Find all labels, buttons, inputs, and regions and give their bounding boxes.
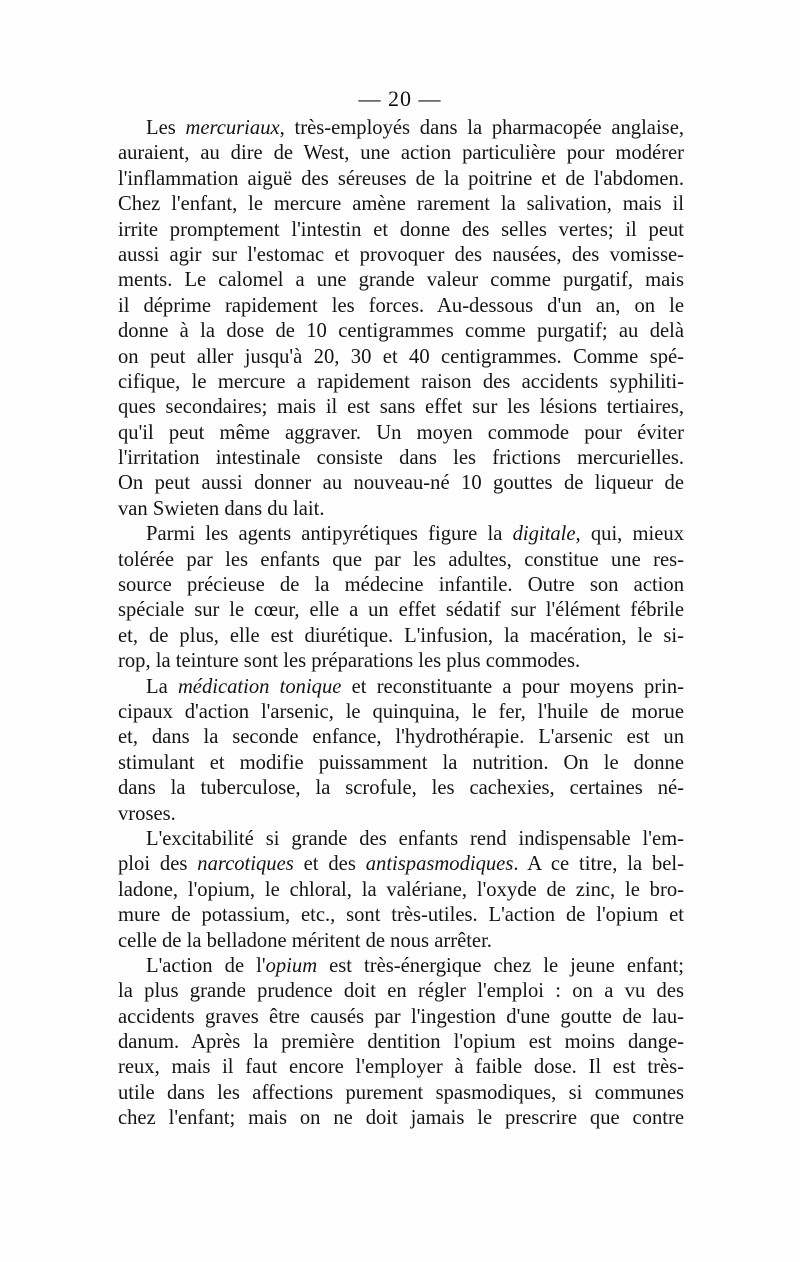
text-segment: et, de plus, elle est diurétique. L'infusion, la macération, le si- bbox=[118, 624, 684, 647]
text-line bbox=[118, 548, 684, 573]
text-line bbox=[118, 268, 684, 293]
text-segment: et des bbox=[293, 853, 366, 876]
text-segment: L'excitabilité si grande des enfants rend indispensable l'em- bbox=[146, 827, 684, 850]
text-line bbox=[118, 979, 684, 1004]
text-segment: reux, mais il faut encore l'employer à faible dose. Il est très- bbox=[118, 1056, 684, 1079]
text-line bbox=[118, 903, 684, 928]
text-segment: , très-employés dans la pharmacopée anglaise, bbox=[279, 117, 684, 139]
text-segment: La bbox=[146, 675, 178, 698]
text-segment: et, dans la seconde enfance, l'hydrothérapie. L'arsenic est un bbox=[118, 726, 684, 749]
italic-term: narcotiques bbox=[197, 853, 294, 876]
text-segment: vroses. bbox=[118, 802, 176, 825]
text-line bbox=[118, 446, 684, 471]
text-segment: tolérée par les enfants que par les adultes, constitue une res- bbox=[118, 548, 684, 571]
text-segment: donne à la dose de 10 centigrammes comme purgatif; au delà bbox=[118, 320, 684, 343]
text-segment: est très-énergique chez le jeune enfant; bbox=[317, 954, 684, 977]
italic-term: antispasmodiques bbox=[365, 853, 514, 876]
text-segment: chez l'enfant; mais on ne doit jamais le prescrire que contre bbox=[118, 1107, 684, 1130]
text-segment: utile dans les affections purement spasmodiques, si communes bbox=[118, 1081, 684, 1104]
text-segment: stimulant et modifie puissamment la nutrition. On le donne bbox=[118, 751, 684, 774]
text-line bbox=[118, 116, 684, 141]
text-line bbox=[118, 776, 684, 801]
text-segment: mure de potassium, etc., sont très-utiles. L'action de l'opium et bbox=[118, 904, 684, 927]
text-line bbox=[118, 167, 684, 192]
text-line bbox=[118, 370, 684, 395]
text-line bbox=[118, 878, 684, 903]
italic-term: opium bbox=[265, 954, 318, 977]
text-line bbox=[118, 598, 684, 623]
text-line bbox=[118, 471, 684, 496]
text-line bbox=[118, 319, 684, 344]
text-line bbox=[118, 1055, 684, 1080]
italic-term: mercuriaux bbox=[185, 117, 280, 139]
text-line bbox=[118, 1106, 684, 1131]
text-segment: source précieuse de la médecine infantile. Outre son action bbox=[118, 574, 684, 597]
text-segment: l'irritation intestinale consiste dans les frictions mercurielles. bbox=[118, 447, 684, 470]
text-segment: danum. Après la première dentition l'opium est moins dange- bbox=[118, 1031, 684, 1054]
text-line bbox=[118, 725, 684, 750]
text-line bbox=[118, 522, 684, 547]
text-line bbox=[118, 624, 684, 649]
text-segment: il déprime rapidement les forces. Au-dessous d'un an, on le bbox=[118, 294, 684, 317]
text-line bbox=[118, 700, 684, 725]
text-segment: van Swieten dans du lait. bbox=[118, 497, 325, 520]
text-segment: ladone, l'opium, le chloral, la valériane, l'oxyde de zinc, le bro- bbox=[118, 878, 684, 901]
text-segment: irrite promptement l'intestin et donne des selles vertes; il peut bbox=[118, 218, 684, 241]
text-segment: dans la tuberculose, la scrofule, les cachexies, certaines né- bbox=[118, 777, 684, 800]
text-line bbox=[118, 294, 684, 319]
text-segment: aussi agir sur l'estomac et provoquer des nausées, des vomisse- bbox=[118, 243, 684, 266]
text-line bbox=[118, 954, 684, 979]
text-segment: cipaux d'action l'arsenic, le quinquina, le fer, l'huile de morue bbox=[118, 700, 684, 723]
text-line bbox=[118, 827, 684, 852]
body-text bbox=[118, 116, 684, 1132]
text-segment: ques secondaires; mais il est sans effet sur les lésions tertiaires, bbox=[118, 396, 684, 419]
text-line bbox=[118, 218, 684, 243]
text-line bbox=[118, 852, 684, 877]
text-line bbox=[118, 1030, 684, 1055]
text-segment: on peut aller jusqu'à 20, 30 et 40 centigrammes. Comme spé- bbox=[118, 345, 684, 368]
text-line bbox=[118, 751, 684, 776]
text-segment: L'action de l' bbox=[146, 954, 266, 977]
text-line bbox=[118, 243, 684, 268]
text-segment: Parmi les agents antipyrétiques figure la bbox=[146, 523, 513, 546]
text-line bbox=[118, 421, 684, 446]
text-segment: ploi des bbox=[118, 853, 198, 876]
text-segment: Chez l'enfant, le mercure amène rarement la salivation, mais il bbox=[118, 193, 684, 216]
text-segment: rop, la teinture sont les préparations les plus commodes. bbox=[118, 650, 581, 673]
text-segment: l'inflammation aiguë des séreuses de la poitrine et de l'abdomen. bbox=[118, 167, 684, 190]
text-segment: celle de la belladone méritent de nous arrêter. bbox=[118, 929, 492, 952]
text-segment: , qui, mieux bbox=[575, 523, 684, 546]
text-line bbox=[118, 675, 684, 700]
text-line bbox=[118, 649, 684, 674]
text-segment: auraient, au dire de West, une action particulière pour modérer bbox=[118, 142, 684, 165]
text-segment: ments. Le calomel a une grande valeur comme purgatif, mais bbox=[118, 269, 684, 292]
text-segment: la plus grande prudence doit en régler l'emploi : on a vu des bbox=[118, 980, 684, 1003]
italic-term: digitale bbox=[512, 523, 576, 546]
text-line bbox=[118, 497, 684, 522]
text-segment: Les bbox=[146, 117, 186, 139]
text-segment: qu'il peut même aggraver. Un moyen commode pour éviter bbox=[118, 421, 684, 444]
text-segment: On peut aussi donner au nouveau-né 10 gouttes de liqueur de bbox=[118, 472, 684, 495]
text-segment: accidents graves être causés par l'ingestion d'une goutte de lau- bbox=[118, 1005, 684, 1028]
text-line bbox=[118, 802, 684, 827]
text-line bbox=[118, 395, 684, 420]
text-line bbox=[118, 345, 684, 370]
text-line bbox=[118, 1081, 684, 1106]
text-line bbox=[118, 929, 684, 954]
text-line bbox=[118, 1005, 684, 1030]
text-line bbox=[118, 573, 684, 598]
text-segment: . A ce titre, la bel- bbox=[513, 853, 684, 876]
text-line bbox=[118, 192, 684, 217]
italic-term: médication tonique bbox=[177, 675, 342, 698]
text-segment: cifique, le mercure a rapidement raison des accidents syphiliti- bbox=[118, 370, 684, 393]
text-segment: et reconstituante a pour moyens prin- bbox=[341, 675, 684, 698]
text-segment: spéciale sur le cœur, elle a un effet sédatif sur l'élément fébrile bbox=[118, 599, 684, 622]
page-number: — 20 — bbox=[358, 86, 442, 111]
text-line bbox=[118, 141, 684, 166]
